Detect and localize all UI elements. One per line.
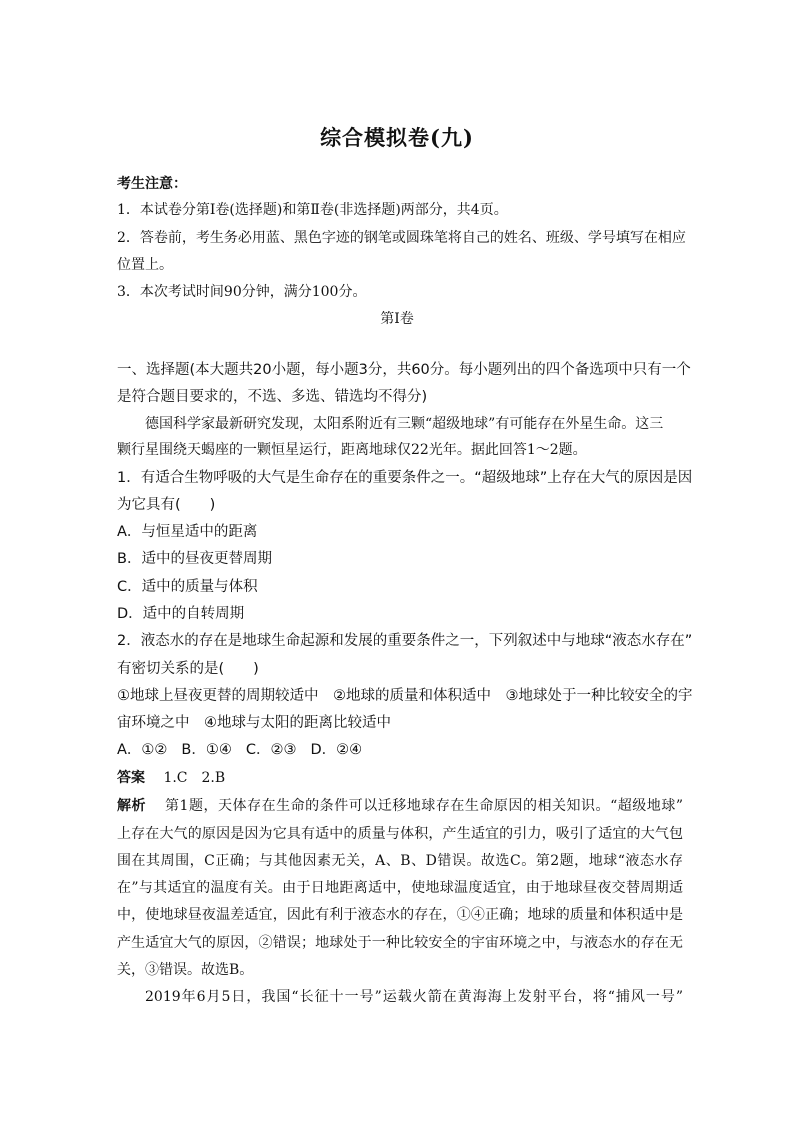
analysis-line3: 围在其周围，C正确；与其他因素无关，A、B、D错误。故选C。第2题，地球“液态水存 — [117, 853, 683, 869]
passage2-line1: 2019年6月5日，我国“长征十一号”运载火箭在黄海海上发射平台，将“捕风一号” — [145, 989, 683, 1005]
notice-item-3: 3．本次考试时间90分钟，满分100分。 — [117, 284, 367, 300]
analysis-line5: 中，使地球昼夜温差适宜，因此有利于液态水的存在，①④正确；地球的质量和体积适中是 — [117, 907, 683, 923]
passage1-line2: 颗行星围绕天蝎座的一颗恒星运行，距离地球仅22光年。据此回答1～2题。 — [117, 442, 587, 458]
q1-option-a: A．与恒星适中的距离 — [117, 524, 258, 540]
notice-item-2-cont: 位置上。 — [117, 257, 173, 273]
q2-stem-line2: 有密切关系的是( ) — [117, 661, 259, 677]
answer-text: 1.C 2.B — [163, 770, 226, 786]
q2-options — [117, 741, 683, 759]
analysis-line4: 在”与其适宜的温度有关。由于日地距离适中，使地球温度适宜，由于地球昼夜交替周期适 — [117, 880, 683, 896]
analysis-line6: 产生适宜大气的原因，②错误；地球处于一种比较安全的宇宙环境之中，与液态水的存在无 — [117, 935, 683, 951]
analysis-line7: 关，③错误。故选B。 — [117, 962, 254, 978]
q2-stem-line4: 宙环境之中 ④地球与太阳的距离比较适中 — [117, 715, 391, 731]
analysis-line2: 上存在大气的原因是因为它具有适中的质量与体积，产生适宜的引力，吸引了适宜的大气包 — [117, 826, 683, 842]
q1-option-d: D．适中的自转周期 — [117, 606, 245, 622]
notice-heading: 考生注意： — [117, 176, 187, 192]
part1-heading-line1: 一、选择题(本大题共20小题，每小题3分，共60分。每小题列出的四个备选项中只有一个 — [117, 362, 691, 378]
notice-item-2: 2．答卷前，考生务必用蓝、黑色字迹的钢笔或圆珠笔将自己的姓名、班级、学号填写在相应 — [117, 230, 686, 246]
q2-stem-line3: ①地球上昼夜更替的周期较适中 ②地球的质量和体积适中 ③地球处于一种比较安全的宇 — [117, 688, 693, 704]
passage1-line1: 德国科学家最新研究发现，太阳系附近有三颗“超级地球”有可能存在外星生命。这三 — [145, 416, 664, 432]
q2-option-a: A．①② — [117, 742, 168, 758]
answer-line — [117, 769, 683, 787]
answer-label: 答案 — [117, 770, 145, 786]
q1-option-c: C．适中的质量与体积 — [117, 579, 258, 595]
part1-heading-line2: 是符合题目要求的，不选、多选、错选均不得分) — [117, 389, 428, 405]
q2-stem-line1: 2．液态水的存在是地球生命起源和发展的重要条件之一，下列叙述中与地球“液态水存在” — [117, 633, 693, 649]
analysis-line1 — [117, 797, 683, 815]
q2-option-d: D．②④ — [310, 742, 363, 758]
q1-stem-line2: 为它具有( ) — [117, 497, 216, 513]
q2-option-b: B．①④ — [181, 742, 232, 758]
q2-option-c: C．②③ — [245, 742, 297, 758]
notice-item-1: 1．本试卷分第Ⅰ卷(选择题)和第Ⅱ卷(非选择题)两部分，共4页。 — [117, 202, 508, 218]
q1-stem-line1: 1．有适合生物呼吸的大气是生命存在的重要条件之一。“超级地球”上存在大气的原因是因 — [117, 470, 693, 486]
section-title: 第Ⅰ卷 — [380, 311, 414, 327]
page-title: 综合模拟卷(九) — [320, 125, 474, 150]
analysis-text-line1: 第1题，天体存在生命的条件可以迁移地球存在生命原因的相关知识。“超级地球” — [165, 798, 684, 814]
q1-option-b: B．适中的昼夜更替周期 — [117, 551, 272, 567]
analysis-label: 解析 — [117, 798, 147, 814]
